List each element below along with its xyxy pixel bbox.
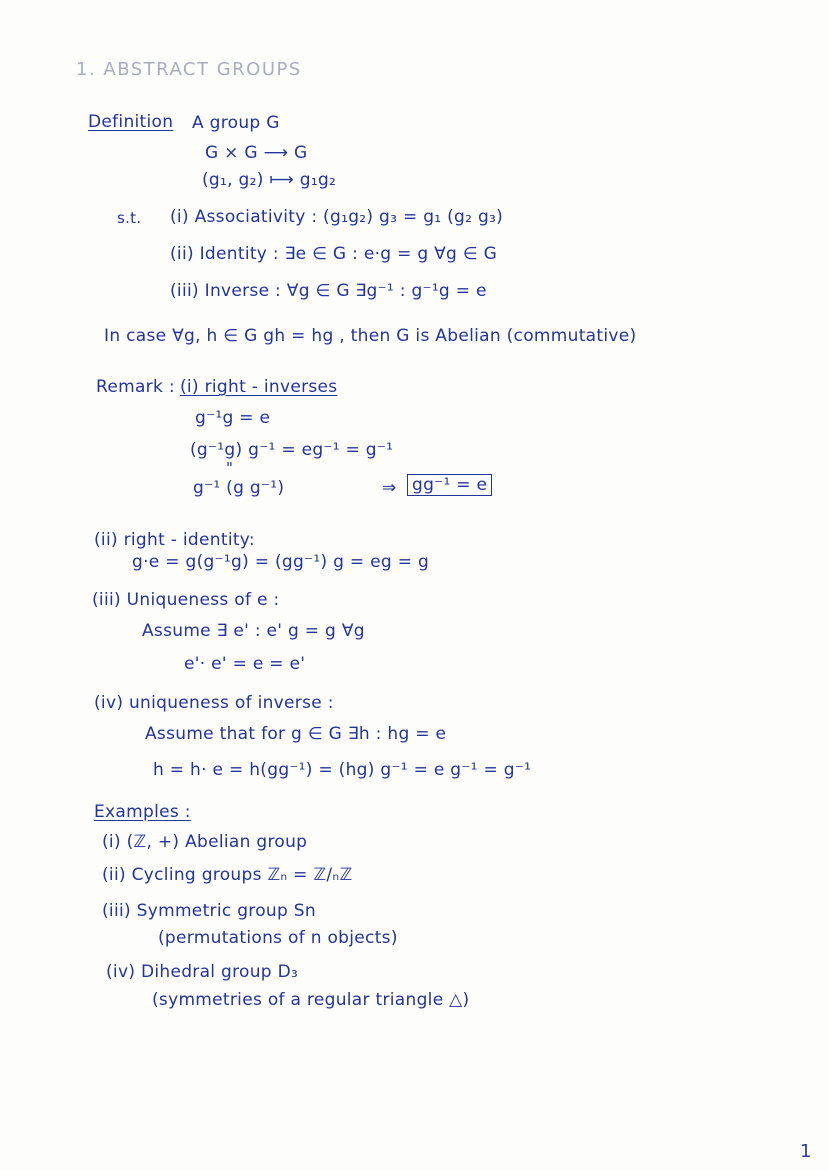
definition-label: Definition (88, 112, 174, 132)
page-title: 1. ABSTRACT GROUPS (76, 59, 302, 80)
page-number: 1 (800, 1141, 812, 1162)
implies-arrow: ⇒ (382, 478, 397, 498)
remark-item-3: (iii) Uniqueness of e : (92, 590, 280, 610)
remark-step-1: g⁻¹g = e (195, 408, 271, 428)
map-line-2: (g₁, g₂) ⟼ g₁g₂ (202, 170, 337, 190)
remark-equals-mark: " (226, 459, 234, 477)
remark-item-3-line-1: Assume ∃ e' : e' g = g ∀g (142, 621, 365, 641)
remark-item-2-line: g·e = g(g⁻¹g) = (gg⁻¹) g = eg = g (132, 552, 430, 572)
definition-intro: A group G (192, 113, 280, 133)
axiom-identity: (ii) Identity : ∃e ∈ G : e·g = g ∀g ∈ G (170, 244, 498, 264)
example-4-note: (symmetries of a regular triangle △) (152, 990, 470, 1010)
boxed-result: gg⁻¹ = e (407, 474, 492, 496)
axiom-associativity: (i) Associativity : (g₁g₂) g₃ = g₁ (g₂ g₃) (170, 207, 504, 227)
such-that-label: s.t. (117, 209, 142, 227)
remark-item-4-line-1: Assume that for g ∈ G ∃h : hg = e (145, 724, 447, 744)
example-3: (iii) Symmetric group Sn (102, 901, 316, 921)
remark-item-4: (iv) uniqueness of inverse : (94, 693, 334, 713)
example-1: (i) (ℤ, +) Abelian group (102, 832, 308, 852)
example-2: (ii) Cycling groups ℤₙ = ℤ/ₙℤ (102, 865, 353, 885)
remark-item-1: (i) right - inverses (180, 377, 338, 397)
remark-label: Remark : (96, 377, 175, 397)
remark-item-3-line-2: e'· e' = e = e' (184, 654, 306, 674)
remark-step-3: g⁻¹ (g g⁻¹) (193, 478, 285, 498)
remark-step-2: (g⁻¹g) g⁻¹ = eg⁻¹ = g⁻¹ (190, 440, 394, 460)
axiom-inverse: (iii) Inverse : ∀g ∈ G ∃g⁻¹ : g⁻¹g = e (170, 281, 487, 301)
examples-label: Examples : (94, 802, 191, 822)
map-line-1: G × G ⟶ G (205, 143, 308, 163)
remark-item-4-line-2: h = h· e = h(gg⁻¹) = (hg) g⁻¹ = e g⁻¹ = g⁻¹ (153, 760, 532, 780)
example-4: (iv) Dihedral group D₃ (106, 962, 299, 982)
abelian-definition: In case ∀g, h ∈ G gh = hg , then G is Abelian (commutative) (104, 326, 637, 346)
example-3-note: (permutations of n objects) (158, 928, 398, 948)
remark-item-2: (ii) right - identity: (94, 530, 255, 550)
